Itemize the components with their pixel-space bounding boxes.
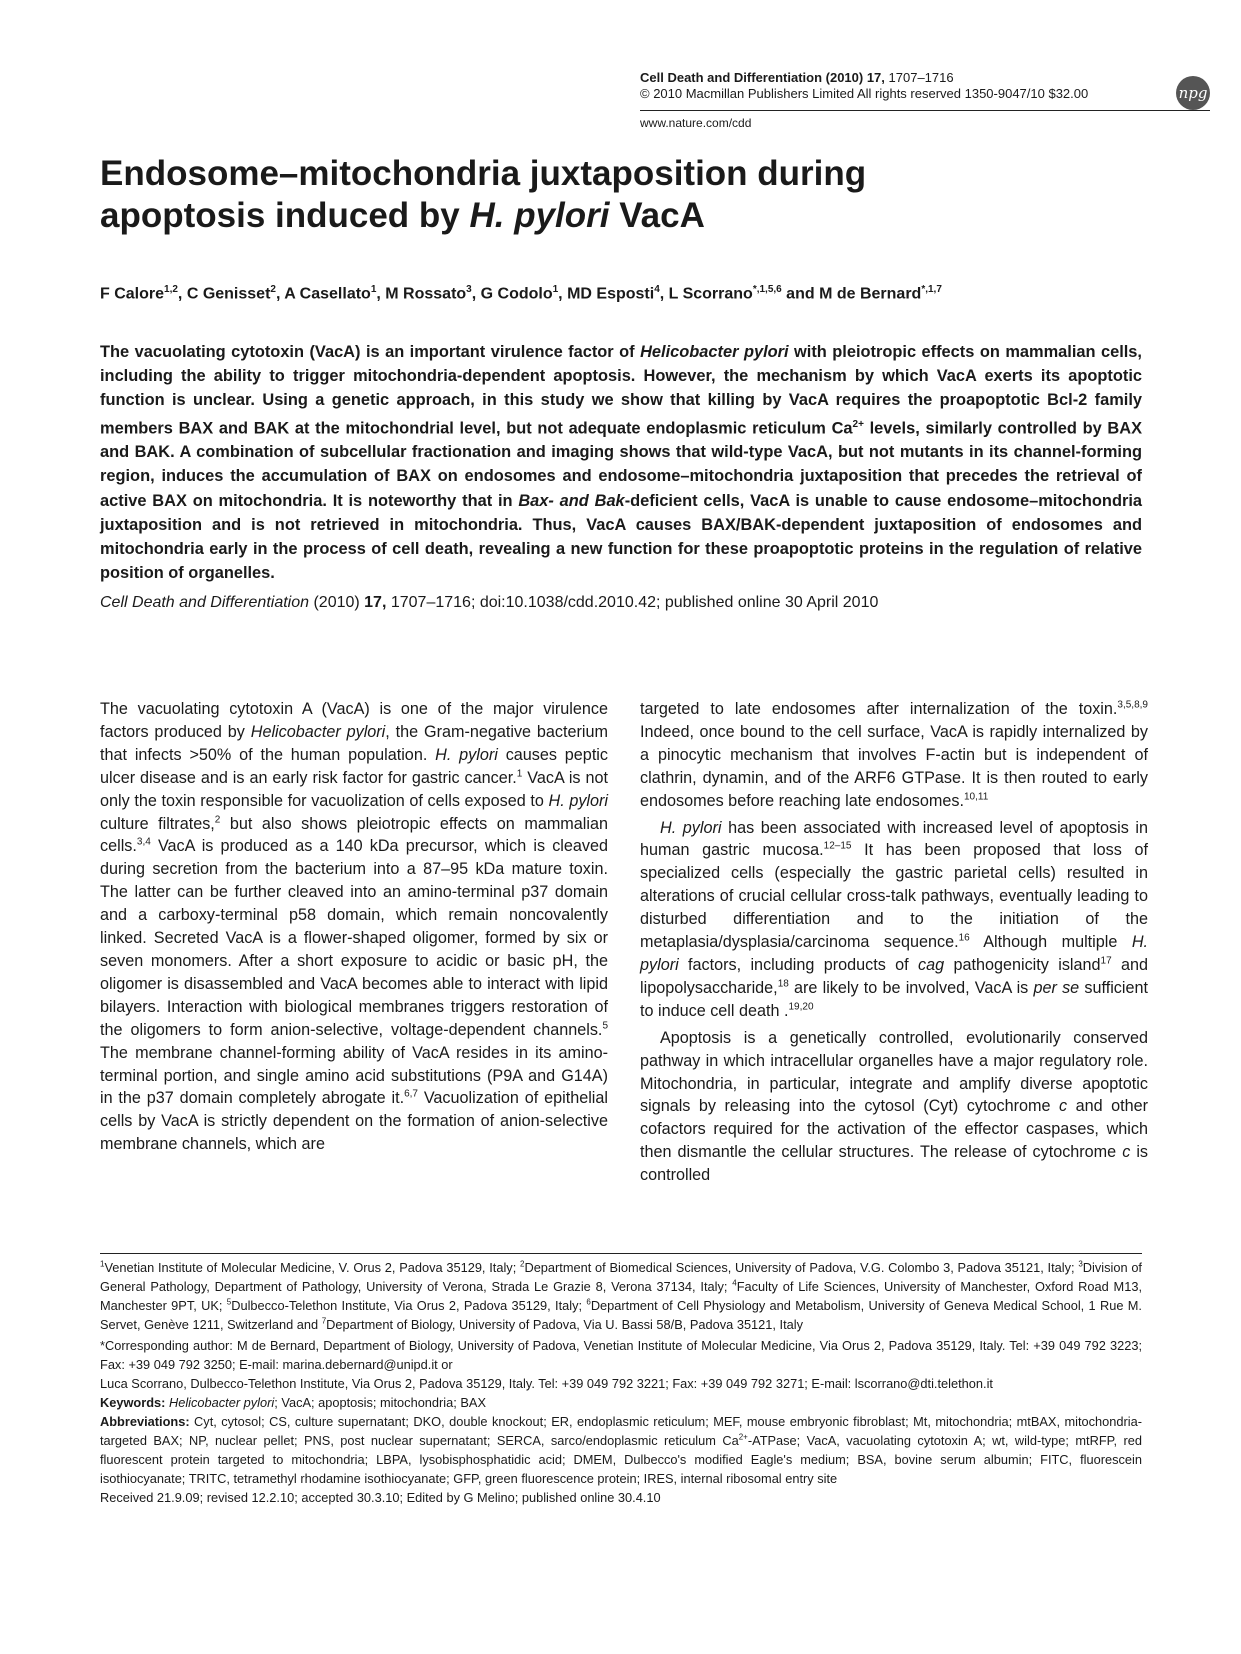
body-text: culture filtrates, — [100, 814, 215, 833]
author-name: C Genisset — [186, 285, 271, 303]
affiliation-text: Department of Biology, University of Padova, Via U. Bassi 58/B, Padova 35121, Italy — [326, 1317, 803, 1332]
body-text: sufficient to induce cell death . — [640, 978, 1148, 1020]
body-paragraph — [100, 698, 608, 1156]
body-reference: 6,7 — [404, 1089, 418, 1101]
abbreviations: Abbreviations: Cyt, cytosol; CS, culture supernatant; DKO, double knockout; ER, endoplasmic reticulum; MEF, mouse embryonic fibroblast; Mt, mitochondria; mtBAX, mitochondria-targeted BAX; NP, nuclear pellet; PNS, post nuclear supernatant; SERCA, sarco/endoplasmic reticulum $Ca^{2+}$-ATPase; VacA, vacuolating cytotoxin A; wt, wild-type; mtRFP, red fluorescent protein targeted to mitochondria; LBPA, lysobisphosphatidic acid; DMEM, Dulbecco's modified Eagle's medium; BSA, bovine serum albumin; FITC, fluorescein isothiocyanate; TRITC, tetramethyl rhodamine isothiocyanate; GFP, green fluorescence protein; IRES, internal ribosomal entry site — [100, 1414, 1142, 1486]
article-title — [100, 153, 1140, 237]
author-name: A Casellato — [284, 285, 371, 303]
received-dates: Received 21.9.09; revised 12.2.10; accepted 30.3.10; Edited by G Melino; published online 30.4.10 — [100, 1490, 661, 1505]
author-affiliation-ref: *,1,5,6 — [752, 284, 782, 295]
body-text: Apoptosis is a genetically controlled, evolutionarily conserved pathway in which intracellular organelles have a major regulatory role. Mitochondria, in particular, integrate and amplify diverse apoptotic signals by releasing into the cytosol (Cyt) cytochrome — [640, 1028, 1148, 1116]
body-text: , the Gram-negative bacterium that infects >50% of the human population. — [100, 722, 608, 764]
journal-pages: 1707–1716 — [884, 70, 954, 85]
footnote-rule — [100, 1253, 1142, 1254]
body-italic: c — [1122, 1143, 1131, 1162]
body-text: Indeed, once bound to the cell surface, VacA is rapidly internalized by a pinocytic mechanism that involves F-actin but is independent of clathrin, dynamin, and of the ARF6 GTPase. It is then routed to early endosomes before reaching late endosomes. — [640, 722, 1148, 810]
affiliation-text: Department of Cell Physiology and Metabolism, University of Geneva Medical School, 1 Rue M. Servet, Genève 1211, Switzerland and — [100, 1298, 1142, 1332]
journal-header — [640, 70, 1120, 102]
author-affiliation-ref: 1,2 — [164, 284, 178, 295]
journal-volume: Cell Death and Differentiation (2010) 17, — [640, 70, 885, 85]
author-separator: , — [659, 285, 669, 303]
body-reference: 3,4 — [136, 837, 151, 849]
body-reference: 2 — [214, 814, 221, 826]
body-text: It has been proposed that loss of specialized cells (especially the gastric parietal cells) resulted in alterations of crucial cellular cross-talk pathways, eventually leading to disturbed differentiation and to the initiation of the metaplasia/dysplasia/carcinoma sequence. — [640, 841, 1148, 952]
body-text: has been associated with increased level of apoptosis in human gastric mucosa. — [640, 818, 1148, 860]
body-text: causes peptic ulcer disease and is an early risk factor for gastric cancer. — [100, 745, 609, 787]
body-text: Although multiple — [969, 933, 1132, 952]
affiliation-reference: 2 — [520, 1259, 525, 1269]
copyright-line: © 2010 Macmillan Publishers Limited All rights reserved 1350-9047/10 $32.00 — [640, 86, 1089, 101]
npg-logo: npg — [1176, 76, 1210, 110]
author-name: MD Esposti — [567, 285, 655, 303]
affiliation-reference: 3 — [1078, 1259, 1083, 1269]
author-affiliation-ref: 1 — [552, 284, 559, 295]
body-text: are likely to be involved, VacA is — [788, 978, 1034, 997]
author-affiliation-ref: *,1,7 — [921, 284, 942, 295]
author-name: M Rossato — [385, 285, 467, 303]
citation-line: Cell Death and Differentiation (2010) 17, 1707–1716; doi:10.1038/cdd.2010.42; published online 30 April 2010 — [100, 594, 879, 611]
body-italic: H. pylori — [640, 933, 1148, 974]
affiliation-reference: 4 — [732, 1278, 737, 1288]
body-text: The membrane channel-forming ability of VacA resides in its amino-terminal portion, and single amino acid substitutions (P9A and G14A) in the p37 domain completely abrogate it. — [100, 1043, 608, 1108]
body-italic: cag — [918, 955, 945, 974]
body-text: VacA is produced as a 140 kDa precursor, which is cleaved during secretion from the bacterium into a 87–95 kDa mature toxin. The latter can be further cleaved into an amino-terminal p37 domain and a carboxy-terminal p58 domain, which remain noncovalently linked. Secreted VacA is a flower-shaped oligomer, formed by six or seven monomers. After a short exposure to acidic or basic pH, the oligomer is disassembled and VacA becomes able to interact with lipid bilayers. Interaction with biological membranes triggers restoration of the oligomers to form anion-selective, voltage-dependent channels. — [100, 837, 608, 1039]
author-affiliation-ref: 3 — [466, 284, 472, 295]
author-separator: , — [376, 285, 386, 303]
author-separator: , — [471, 285, 481, 303]
title-line-2: apoptosis induced by H. pylori VacA — [100, 196, 705, 235]
affiliation-reference: 1 — [100, 1259, 105, 1269]
body-text: targeted to late endosomes after internalization of the toxin. — [640, 700, 1118, 718]
body-reference: 5 — [602, 1020, 608, 1032]
title-line-1: Endosome–mitochondria juxtaposition during — [100, 154, 867, 193]
body-reference: 10,11 — [963, 791, 989, 803]
author-name: M de Bernard — [819, 285, 922, 303]
body-italic: c — [1058, 1097, 1068, 1116]
affiliations — [100, 1258, 1142, 1334]
affiliation-reference: 5 — [226, 1297, 232, 1307]
affiliation-text: Division of General Pathology, Department of Pathology, University of Verona, Strada Le Grazie 8, Verona 37134, Italy; — [100, 1260, 1142, 1294]
body-reference: 3,5,8,9 — [1117, 699, 1148, 711]
body-italic: per se — [1033, 978, 1080, 997]
body-text: Vacuolization of epithelial cells by VacA is strictly dependent on the formation of anion-selective membrane channels, which are — [100, 1089, 608, 1154]
affiliation-reference: 7 — [321, 1316, 327, 1326]
keywords: Keywords: Helicobacter pylori; VacA; apoptosis; mitochondria; BAX — [100, 1395, 486, 1410]
author-affiliation-ref: 4 — [654, 284, 660, 295]
body-text: but also shows pleiotropic effects on mammalian cells. — [100, 814, 608, 856]
body-paragraph — [640, 698, 1148, 813]
body-reference: 17 — [1100, 955, 1112, 967]
header-rule — [640, 110, 1210, 111]
body-text: The vacuolating cytotoxin A (VacA) is one of the major virulence factors produced by — [100, 700, 608, 741]
body-text: pathogenicity island — [944, 955, 1101, 974]
body-text: and other cofactors required for the activation of the effector caspases, which then dismantle the cellular structures. The release of cytochrome — [640, 1097, 1148, 1162]
body-text: VacA is not only the toxin responsible for vacuolization of cells exposed to — [100, 768, 608, 810]
body-column-left — [100, 698, 608, 1156]
body-italic: H. pylori — [548, 791, 608, 810]
author-name: F Calore — [100, 285, 165, 303]
body-reference: 1 — [516, 768, 523, 780]
author-separator: , — [558, 285, 568, 303]
body-reference: 18 — [777, 978, 789, 990]
body-text: is controlled — [640, 1143, 1149, 1185]
body-italic: H. pylori — [435, 745, 498, 764]
body-italic: Helicobacter pylori — [250, 722, 386, 741]
body-text: and lipopolysaccharide, — [640, 955, 1148, 997]
corresponding-author: *Corresponding author: M de Bernard, Department of Biology, University of Padova, Venetian Institute of Molecular Medicine, Via Orus 2, Padova 35129, Italy. Tel: +39 049 792 3223; Fax: +39 049 792 3250; E-mail: marina.debernard@unipd.it or Luca Scorrano, Dulbecco-Telethon Institute, Via Orus 2, Padova 35129, Italy. Tel: +39 049 792 3221; Fax: +39 049 792 3271; E-mail: lscorrano@dti.telethon.it — [100, 1338, 1142, 1391]
body-reference: 16 — [958, 932, 970, 944]
author-separator: and — [781, 285, 820, 303]
author-list — [100, 280, 1160, 304]
body-reference: 19,20 — [788, 1001, 814, 1013]
affiliation-text: Department of Biomedical Sciences, University of Padova, V.G. Colombo 3, Padova 35121, Italy; — [524, 1260, 1079, 1275]
body-italic: H. pylori — [660, 818, 722, 837]
abstract: The vacuolating cytotoxin (VacA) is an important virulence factor of Helicobacter pylori with pleiotropic effects on mammalian cells, including the ability to trigger mitochondria-dependent apoptosis. However, the mechanism by which VacA exerts its apoptotic function is unclear. Using a genetic approach, in this study we show that killing by VacA requires the proapoptotic Bcl-2 family members BAX and BAK at the mitochondrial level, but not adequate endoplasmic reticulum $Ca^{2+}$ levels, similarly controlled by BAX and BAK. A combination of subcellular fractionation and imaging shows that wild-type VacA, but not mutants in its channel-forming region, induces the accumulation of BAX on endosomes and endosome–mitochondria juxtaposition that precedes the retrieval of active BAX on mitochondria. It is noteworthy that in Bax- and Bak-deficient cells, VacA is unable to cause endosome–mitochondria juxtaposition and is not retrieved in mitochondria. Thus, VacA causes BAX/BAK-dependent juxtaposition of endosomes and mitochondria early in the process of cell death, revealing a new function for these proapoptotic proteins in the regulation of relative position of organelles. — [100, 343, 1143, 583]
body-column-right — [640, 698, 1148, 1187]
journal-url[interactable]: www.nature.com/cdd — [640, 116, 752, 130]
affiliation-reference: 6 — [586, 1297, 591, 1307]
affiliation-text: Faculty of Life Sciences, University of Manchester, Oxford Road M13, Manchester 9PT, UK; — [100, 1279, 1143, 1313]
body-paragraph — [640, 817, 1148, 1023]
body-paragraph — [640, 1027, 1148, 1187]
author-separator: , — [177, 285, 187, 303]
author-separator: , — [275, 285, 285, 303]
author-name: G Codolo — [480, 285, 553, 303]
author-affiliation-ref: 2 — [270, 284, 276, 295]
body-reference: 12–15 — [823, 841, 852, 853]
author-affiliation-ref: 1 — [370, 284, 377, 295]
affiliation-text: Dulbecco-Telethon Institute, Via Orus 2, Padova 35129, Italy; — [231, 1298, 587, 1313]
affiliation-text: Venetian Institute of Molecular Medicine, V. Orus 2, Padova 35129, Italy; — [104, 1260, 520, 1275]
body-text: factors, including products of — [678, 955, 919, 974]
author-name: L Scorrano — [668, 285, 753, 303]
